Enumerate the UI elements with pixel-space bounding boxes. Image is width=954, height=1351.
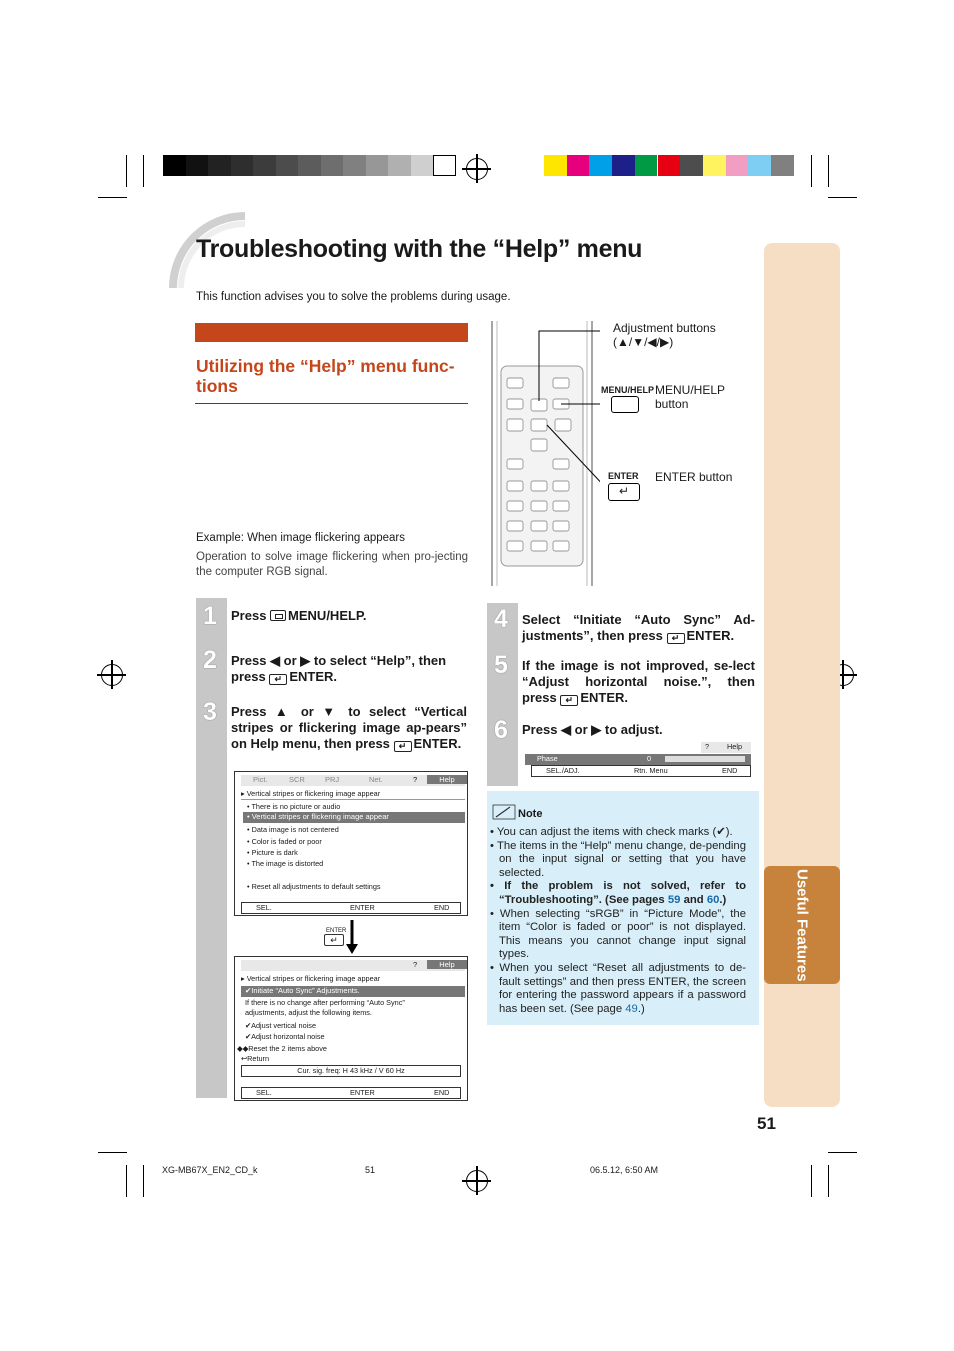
footer-enter: ENTER — [350, 1088, 375, 1097]
note-title: Note — [518, 808, 543, 820]
gray-swatch — [276, 155, 299, 176]
arrow-down-icon — [344, 920, 360, 956]
color-swatch — [612, 155, 635, 176]
footer-end: END — [434, 1088, 450, 1097]
tab-help: Help — [427, 775, 467, 784]
gray-swatch — [366, 155, 389, 176]
phase-row — [525, 754, 751, 765]
gray-swatch — [388, 155, 411, 176]
section-heading: Utilizing the “Help” menu func-tions — [196, 356, 455, 396]
help-icon: ? — [705, 742, 710, 751]
note-close: .) — [637, 1002, 645, 1015]
footer-end: END — [722, 766, 738, 775]
step-6-text: Press ◀ or ▶ to adjust. — [522, 722, 663, 737]
step-4-suffix: ENTER. — [686, 628, 735, 643]
crop-mark — [828, 1165, 829, 1197]
page-59-link[interactable]: 59 — [667, 893, 681, 906]
note-item: • When you select “Reset all adjustments to de-fault settings” and then press ENTER, the screen for entering the password appears if a password has been set. (See page 49.) — [490, 961, 746, 1015]
adjust-item: ✔Adjust horizontal noise — [245, 1032, 325, 1041]
color-swatch — [544, 155, 567, 176]
menu-help-key-label: MENU/HELP — [601, 385, 655, 395]
gray-swatch — [163, 155, 186, 176]
note-item-text: When you select “Reset all adjustments to de-fault settings” and then press ENTER, the screen for entering the password appears if a password has been set. (See page — [499, 961, 746, 1015]
footer-rtn-menu: Rtn. Menu — [634, 766, 668, 775]
screen2-header: ▸ Vertical stripes or flickering image appear — [241, 974, 381, 983]
menu-help-key-icon — [611, 396, 639, 413]
step-number: 6 — [494, 716, 508, 744]
help-item: • Picture is dark — [247, 848, 298, 857]
step-3-text — [231, 704, 467, 752]
help-item: • Color is faded or poor — [247, 837, 322, 846]
note-bold-text: If the problem is not solved, refer to “Troubleshooting”. (See pages — [499, 880, 747, 906]
registration-mark-icon — [466, 1170, 488, 1192]
crop-mark — [98, 197, 127, 198]
help-menu-screen-2 — [234, 956, 468, 1101]
help-item-text: Reset all adjustments to default settings — [251, 882, 381, 891]
crop-mark — [126, 1165, 127, 1197]
step-2-text — [231, 653, 467, 685]
gray-swatch — [411, 155, 434, 176]
footer-center: 51 — [365, 1165, 376, 1175]
tab-help-icon: ? — [413, 775, 418, 784]
crop-mark — [98, 1152, 127, 1153]
enter-key-icon: ↵ — [560, 695, 578, 706]
color-swatch — [771, 155, 794, 176]
phase-value: 0 — [647, 754, 652, 763]
screen2-info: If there is no change after performing “Auto Sync” — [245, 998, 405, 1007]
adjust-item: ✔Adjust vertical noise — [245, 1021, 317, 1030]
freq-box — [241, 1065, 461, 1077]
screen2-header-text: Vertical stripes or flickering image appear — [246, 974, 381, 983]
color-swatch — [726, 155, 749, 176]
step-3-body: Press ▲ or ▼ to select “Vertical stripes or flickering image ap-pears” on Help menu, then press — [231, 704, 467, 751]
tab-scr: SCR — [289, 775, 305, 784]
crop-mark — [828, 1152, 857, 1153]
phase-help-tab — [701, 742, 751, 753]
step-2-body: Press ◀ or ▶ to select “Help”, then press — [231, 653, 447, 684]
footer-sel: SEL. — [256, 1088, 272, 1097]
remote-control-illustration — [487, 321, 600, 586]
step-5-body: If the image is not improved, se-lect “Adjust horizontal noise.”, then press — [522, 658, 755, 705]
page-title: Troubleshooting with the “Help” menu — [196, 235, 643, 263]
callout-menu-help: MENU/HELP button — [655, 383, 725, 411]
tab-help: Help — [427, 960, 467, 969]
step-1-prefix: Press — [231, 608, 267, 623]
registration-mark-icon — [101, 664, 123, 686]
enter-key-icon: ↵ — [269, 674, 287, 685]
step-number: 5 — [494, 651, 508, 679]
tab-prj: PRJ — [325, 775, 340, 784]
tab-pict: Pict. — [253, 775, 268, 784]
help-item-text: Vertical stripes or flickering image appear — [251, 812, 389, 821]
divider — [195, 403, 468, 404]
gray-swatch — [321, 155, 344, 176]
phase-footer — [531, 765, 751, 777]
note-item: • When selecting “sRGB” in “Picture Mode”, the item “Color is faded or poor” is not displayed. This means you cannot change input signal types. — [490, 907, 746, 961]
help-item-text: There is no picture or audio — [251, 802, 341, 811]
help-item: • There is no picture or audio — [247, 802, 341, 811]
step-5-suffix: ENTER. — [580, 690, 628, 705]
screen2-tabbar — [241, 960, 465, 971]
crop-mark — [828, 155, 829, 187]
step-1-text — [231, 608, 467, 624]
step-4-text — [522, 612, 755, 644]
screen1-tabbar — [241, 775, 465, 786]
note-item: • The items in the “Help” menu change, de-pending on the input signal or setting that you have selected. — [490, 839, 746, 879]
freq-text: Cur. sig. freq: H 43 kHz / V 60 Hz — [297, 1066, 405, 1075]
footer-sel-adj: SEL./ADJ. — [546, 766, 580, 775]
example-description: Operation to solve image flickering when pro-jecting the computer RGB signal. — [196, 551, 468, 578]
help-tab-text: Help — [727, 742, 743, 751]
pencil-note-icon — [492, 803, 518, 821]
gray-swatch — [253, 155, 276, 176]
color-swatch — [567, 155, 590, 176]
tab-net: Net. — [369, 775, 383, 784]
step-4-body: Select “Initiate “Auto Sync” Ad-justments”, then press — [522, 612, 755, 643]
screen2-info: adjustments, adjust the following items. — [245, 1008, 372, 1017]
reset-item-text: Reset the 2 items above — [248, 1044, 327, 1053]
callout-adjust-label: Adjustment buttons — [613, 321, 716, 335]
step-number: 1 — [203, 602, 217, 630]
color-swatch — [703, 155, 726, 176]
reset-item: ◆◆Reset the 2 items above — [237, 1044, 327, 1053]
phase-slider — [665, 756, 745, 762]
step-number: 3 — [203, 698, 217, 726]
enter-key-icon: ↵ — [394, 741, 412, 752]
enter-hand-icon: ↵ — [324, 934, 344, 946]
screen1-footer — [241, 902, 461, 914]
crop-mark — [143, 1165, 144, 1197]
step-1-action: MENU/HELP. — [288, 608, 367, 623]
help-item-reset: • Reset all adjustments to default settings — [247, 882, 381, 891]
phase-screen — [525, 742, 751, 777]
screen1-header: ▸ Vertical stripes or flickering image appear — [241, 789, 381, 798]
gray-swatch — [186, 155, 209, 176]
return-item-text: Return — [247, 1054, 270, 1063]
crop-mark — [126, 155, 127, 187]
page-60-link[interactable]: 60 — [706, 893, 720, 906]
help-item-text: Color is faded or poor — [251, 837, 322, 846]
note-list — [490, 826, 746, 1016]
gray-swatch — [343, 155, 366, 176]
enter-key-label: ENTER — [608, 471, 639, 481]
screen2-footer — [241, 1087, 461, 1099]
side-tab-label[interactable] — [764, 866, 840, 984]
note-item-text: When selecting “sRGB” in “Picture Mode”, the item “Color is faded or poor” is not displayed. This means you cannot change input signal types. — [499, 907, 746, 961]
auto-sync-text: ✔Initiate “Auto Sync” Adjustments. — [245, 986, 360, 995]
color-swatch — [658, 155, 681, 176]
menu-key-icon — [270, 610, 286, 621]
step-5-text — [522, 658, 755, 706]
crop-mark — [828, 197, 857, 198]
step-number: 4 — [494, 605, 508, 633]
crop-mark — [811, 1165, 812, 1197]
help-item: • Data image is not centered — [247, 825, 339, 834]
color-swatch — [635, 155, 658, 176]
footer-left: XG-MB67X_EN2_CD_k — [162, 1165, 258, 1175]
return-item: ↩Return — [241, 1054, 270, 1063]
page-49-link[interactable]: 49 — [625, 1002, 638, 1015]
footer-end: END — [434, 903, 450, 912]
enter-key-icon: ↵ — [608, 483, 640, 501]
note-item-bold: • If the problem is not solved, refer to “Troubleshooting”. (See pages 59 and 60.) — [490, 880, 747, 906]
color-swatch — [748, 155, 771, 176]
help-icon: ? — [413, 960, 418, 969]
color-swatch — [680, 155, 703, 176]
registration-mark-icon — [466, 158, 488, 180]
note-close: .) — [719, 893, 727, 906]
side-tab-text: Useful Features — [793, 868, 811, 982]
step-number: 2 — [203, 646, 217, 674]
callout-adjust-arrows: (▲/▼/◀/▶) — [613, 335, 674, 349]
step-2-suffix: ENTER. — [289, 669, 337, 684]
screen1-header-text: Vertical stripes or flickering image appear — [246, 789, 381, 798]
note-bold-and: and — [683, 893, 704, 906]
help-item-text: The image is distorted — [251, 859, 324, 868]
gray-swatch — [231, 155, 254, 176]
footer-right: 06.5.12, 6:50 AM — [590, 1165, 659, 1175]
note-item-text: You can adjust the items with check marks (✔). — [496, 826, 733, 838]
auto-sync-selected — [241, 986, 465, 997]
enter-key-icon: ↵ — [667, 633, 685, 644]
callout-enter: ENTER button — [655, 470, 733, 484]
callout-adjustment-buttons — [613, 321, 716, 349]
help-menu-screen-1 — [234, 771, 468, 916]
footer-enter: ENTER — [350, 903, 375, 912]
section-bar — [195, 323, 468, 342]
note-item: • You can adjust the items with check marks (✔). — [490, 826, 733, 838]
footer-sel: SEL. — [256, 903, 272, 912]
help-item-text: Data image is not centered — [251, 825, 339, 834]
gray-swatch — [208, 155, 231, 176]
screen1-divider — [241, 799, 465, 800]
crop-mark — [143, 155, 144, 187]
crop-mark — [811, 155, 812, 187]
help-item: • The image is distorted — [247, 859, 324, 868]
help-item-selected: • Vertical stripes or flickering image appear — [243, 812, 465, 823]
color-swatch — [589, 155, 612, 176]
example-label: Example: When image flickering appears — [196, 532, 406, 544]
gray-swatch — [433, 155, 456, 176]
intro-text: This function advises you to solve the problems during usage. — [196, 291, 511, 303]
page-number: 51 — [757, 1114, 776, 1133]
enter-small-label: ENTER — [326, 928, 347, 934]
help-item-text: Picture is dark — [251, 848, 298, 857]
note-item-text: The items in the “Help” menu change, de-pending on the input signal or setting that you have selected. — [496, 839, 746, 879]
step-3-suffix: ENTER. — [413, 736, 462, 751]
gray-swatch — [298, 155, 321, 176]
phase-label: Phase — [537, 754, 558, 763]
